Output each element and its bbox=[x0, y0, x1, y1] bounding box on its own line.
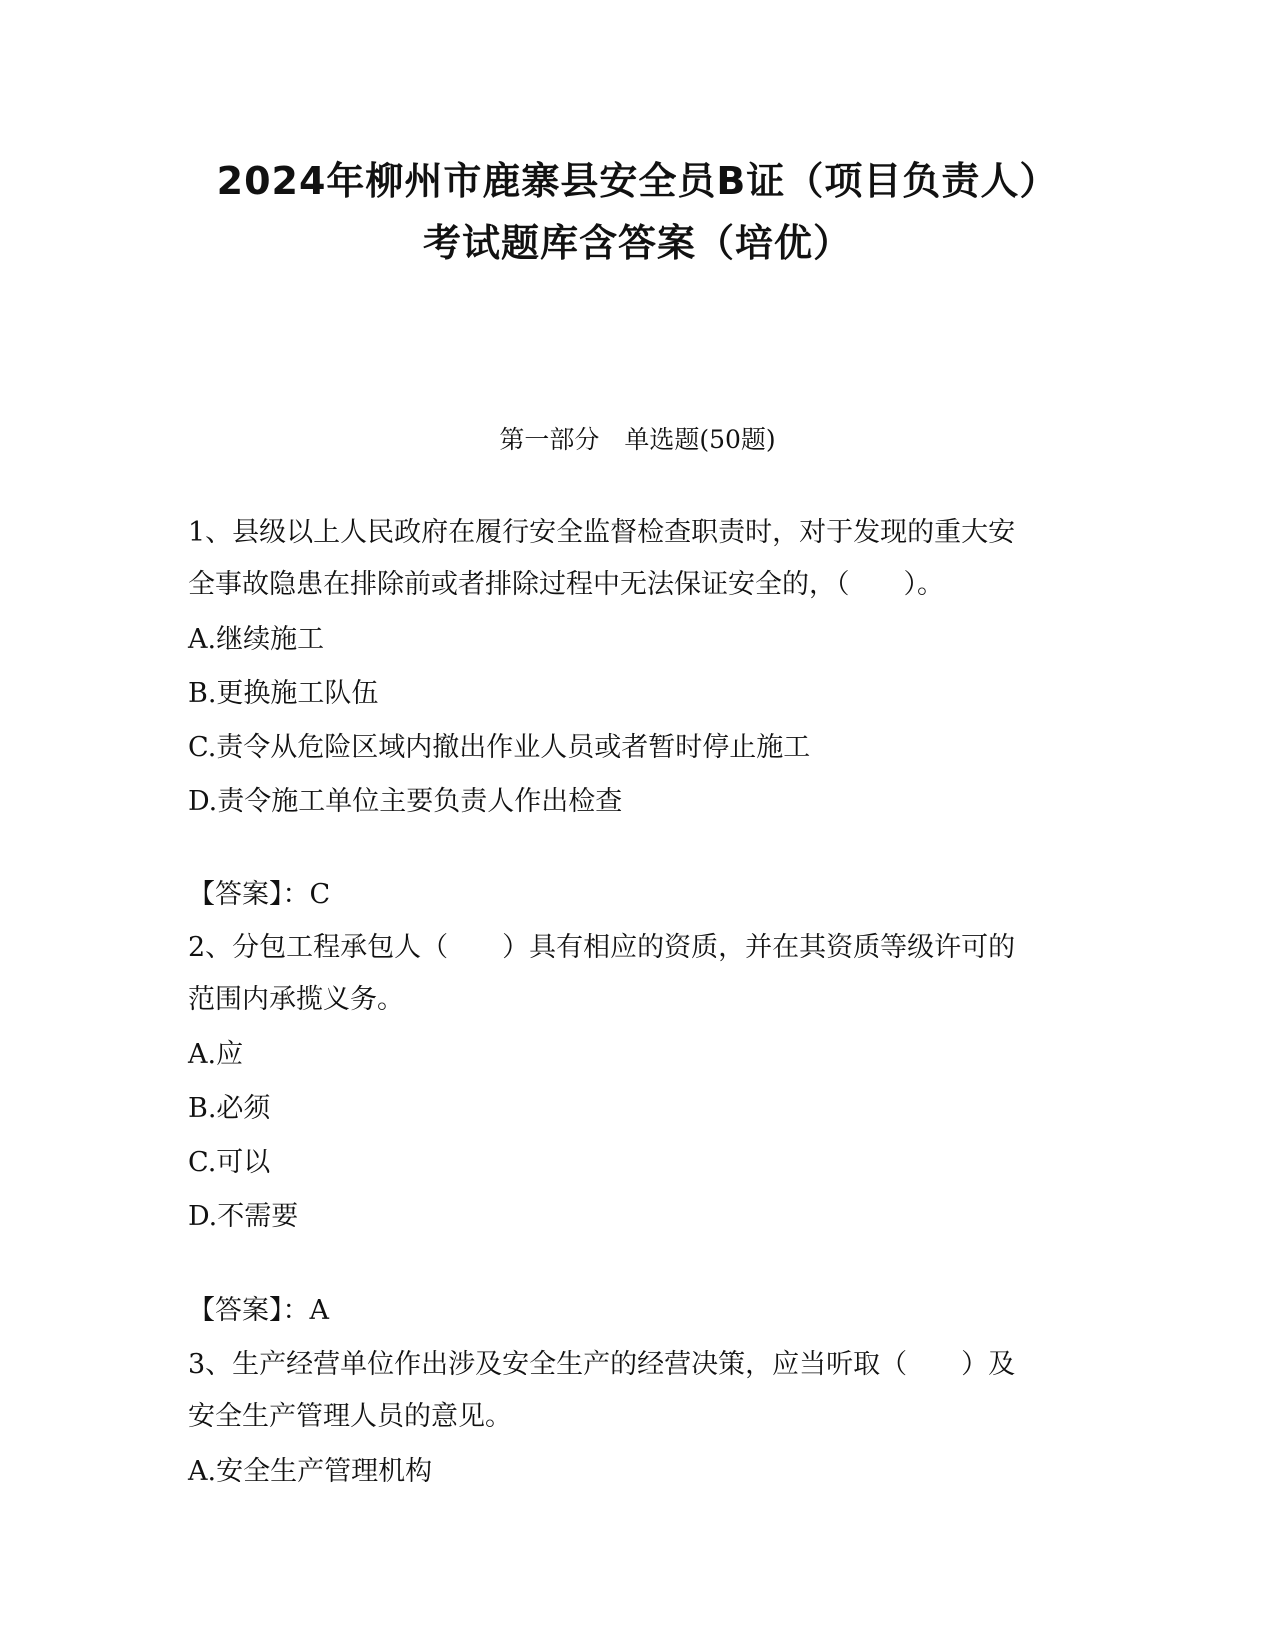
question-stem-line: 3、生产经营单位作出涉及安全生产的经营决策，应当听取（ ）及 bbox=[188, 1349, 1016, 1380]
question-stem-line: 范围内承揽义务。 bbox=[188, 984, 404, 1015]
option-c: C.可以 bbox=[188, 1147, 271, 1178]
option-b: B.必须 bbox=[188, 1093, 271, 1124]
option-a: A.安全生产管理机构 bbox=[188, 1456, 433, 1487]
question-stem-line: 安全生产管理人员的意见。 bbox=[188, 1401, 512, 1432]
title-line-2: 考试题库含答案（培优） bbox=[422, 221, 852, 265]
section-heading: 第一部分 单选题(50题) bbox=[499, 425, 776, 454]
answer-line: 【答案】：C bbox=[188, 879, 331, 910]
title-line-1: 2024年柳州市鹿寨县安全员B证（项目负责人） bbox=[216, 159, 1059, 203]
option-d: D.不需要 bbox=[188, 1201, 299, 1232]
option-c: C.责令从危险区域内撤出作业人员或者暂时停止施工 bbox=[188, 732, 811, 763]
answer-line: 【答案】：A bbox=[188, 1295, 329, 1326]
question-stem-line: 2、分包工程承包人（ ）具有相应的资质，并在其资质等级许可的 bbox=[188, 932, 1016, 963]
question-stem-line: 全事故隐患在排除前或者排除过程中无法保证安全的，（ ）。 bbox=[188, 569, 944, 600]
option-b: B.更换施工队伍 bbox=[188, 678, 379, 709]
option-a: A.应 bbox=[188, 1039, 244, 1070]
option-d: D.责令施工单位主要负责人作出检查 bbox=[188, 786, 623, 817]
question-stem-line: 1、县级以上人民政府在履行安全监督检查职责时，对于发现的重大安 bbox=[188, 517, 1016, 548]
option-a: A.继续施工 bbox=[188, 624, 325, 655]
